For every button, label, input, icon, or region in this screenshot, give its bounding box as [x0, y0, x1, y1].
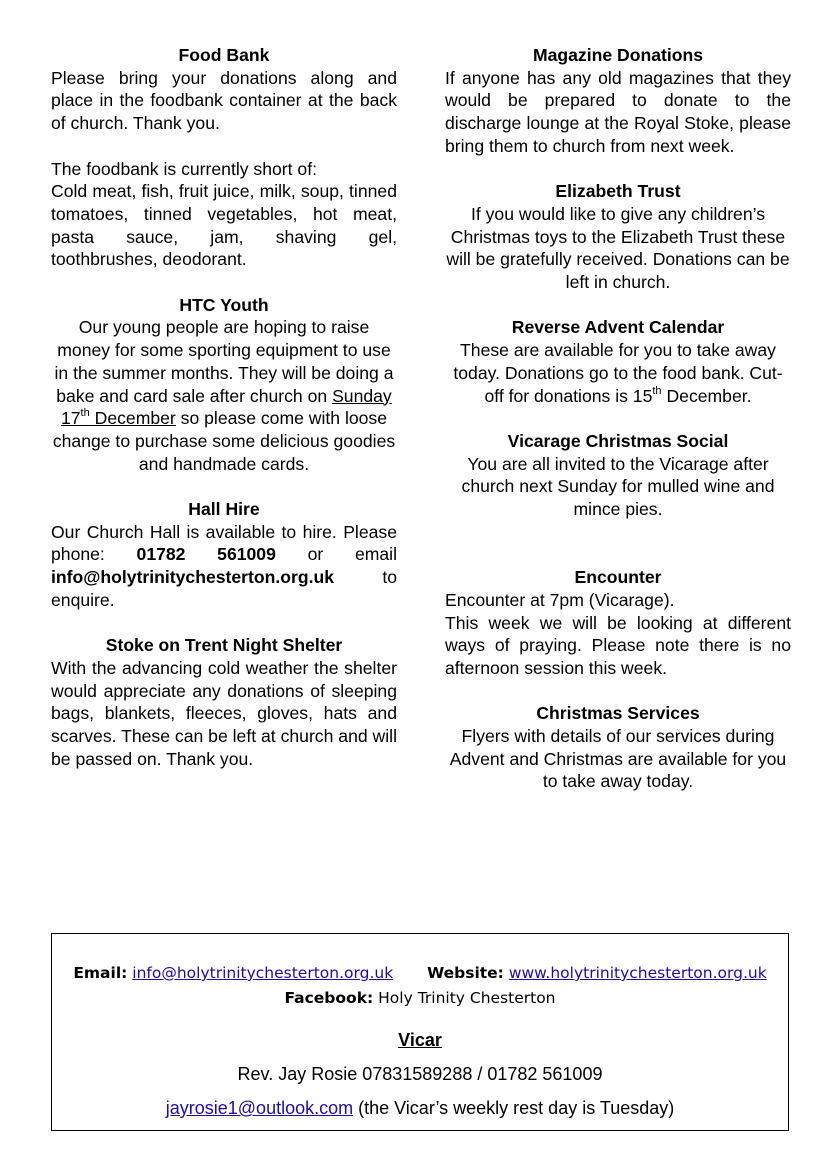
elizabeth-text: If you would like to give any children’s Christmas toys to the Elizabeth Trust these will be gratefully received. Donations can be left in church.: [446, 203, 790, 293]
hall-hire-text: Our Church Hall is available to hire. Please phone: 01782 561009 or email info@holytrinitychesterton.org.uk to enquire.: [51, 521, 398, 610]
vicar-email-link[interactable]: jayrosie1@outlook.com: [165, 1098, 354, 1118]
encounter-time: Encounter at 7pm (Vicarage).: [445, 589, 675, 610]
vicar-heading: Vicar: [398, 1030, 442, 1050]
food-bank-items: Cold meat, fish, fruit juice, milk, soup, tinned tomatoes, tinned vegetables, hot meat, pasta sauce, jam, shaving gel, toothbrushes, deodorant.: [51, 181, 397, 270]
advent-section: [445, 316, 791, 407]
hall-email: info@holytrinitychesterton.org.uk: [51, 567, 335, 588]
social-title: Vicarage Christmas Social: [507, 430, 729, 451]
vicar-email-row: [52, 1098, 788, 1119]
facebook-label: Facebook:: [284, 989, 374, 1007]
christmas-text: Flyers with details of our services during Advent and Christmas are available for you to take away today.: [449, 726, 787, 792]
website-link[interactable]: www.holytrinitychesterton.org.uk: [508, 964, 767, 982]
contact-box: [51, 933, 789, 1131]
right-column: [445, 44, 791, 816]
encounter-text: This week we will be looking at different ways of praying. Please note there is no afternoon session this week.: [445, 612, 791, 678]
vicar-contact: Rev. Jay Rosie 07831589288 / 01782 561009: [237, 1064, 603, 1084]
night-shelter-title: Stoke on Trent Night Shelter: [105, 635, 343, 656]
magazine-section: [445, 44, 791, 158]
email-label: Email:: [73, 964, 128, 982]
hall-hire-section: [51, 498, 397, 612]
food-bank-text: Please bring your donations along and place in the foodbank container at the back of church. Thank you.: [51, 67, 397, 134]
food-bank-section: [51, 44, 397, 271]
facebook-row: [52, 986, 788, 1010]
advent-text: These are available for you to take away today. Donations go to the food bank. Cut-off for donations is 15th December.: [453, 340, 783, 406]
food-bank-title: Food Bank: [178, 45, 270, 65]
encounter-title: Encounter: [574, 567, 662, 588]
contact-row: [52, 961, 788, 985]
email-link[interactable]: info@holytrinitychesterton.org.uk: [132, 964, 394, 982]
left-column: [51, 44, 397, 793]
magazine-title: Magazine Donations: [532, 45, 704, 65]
elizabeth-section: [445, 180, 791, 294]
website-label: Website:: [427, 964, 504, 982]
social-section: [445, 430, 791, 521]
social-text: You are all invited to the Vicarage after church next Sunday for mulled wine and mince pies.: [461, 453, 775, 520]
elizabeth-title: Elizabeth Trust: [555, 181, 681, 202]
htc-youth-title: HTC Youth: [179, 294, 269, 315]
night-shelter-section: [51, 634, 397, 770]
facebook-name: Holy Trinity Chesterton: [378, 989, 556, 1007]
food-bank-short-of: The foodbank is currently short of:: [51, 158, 317, 179]
night-shelter-text: With the advancing cold weather the shelter would appreciate any donations of sleeping bags, blankets, fleeces, gloves, hats and scarves. These can be left at church and will be passed on. Thank you.: [51, 657, 397, 769]
htc-youth-section: [51, 294, 397, 476]
hall-hire-title: Hall Hire: [188, 499, 260, 520]
encounter-section: [445, 566, 791, 680]
vicar-rest-day: (the Vicar’s weekly rest day is Tuesday): [353, 1098, 675, 1118]
christmas-section: [445, 702, 791, 793]
magazine-text: If anyone has any old magazines that they would be prepared to donate to the discharge lounge at the Royal Stoke, please bring them to church from next week.: [445, 67, 791, 156]
advent-title: Reverse Advent Calendar: [511, 317, 725, 338]
htc-youth-text: Our young people are hoping to raise money for some sporting equipment to use in the summer months. They will be doing a bake and card sale after church on Sunday 17th December so please come with loose change to purchase some delicious goodies and handmade cards.: [52, 317, 396, 474]
christmas-title: Christmas Services: [536, 703, 700, 724]
hall-phone: 01782 561009: [136, 544, 276, 565]
sale-date: Sunday 17th December: [60, 385, 392, 429]
